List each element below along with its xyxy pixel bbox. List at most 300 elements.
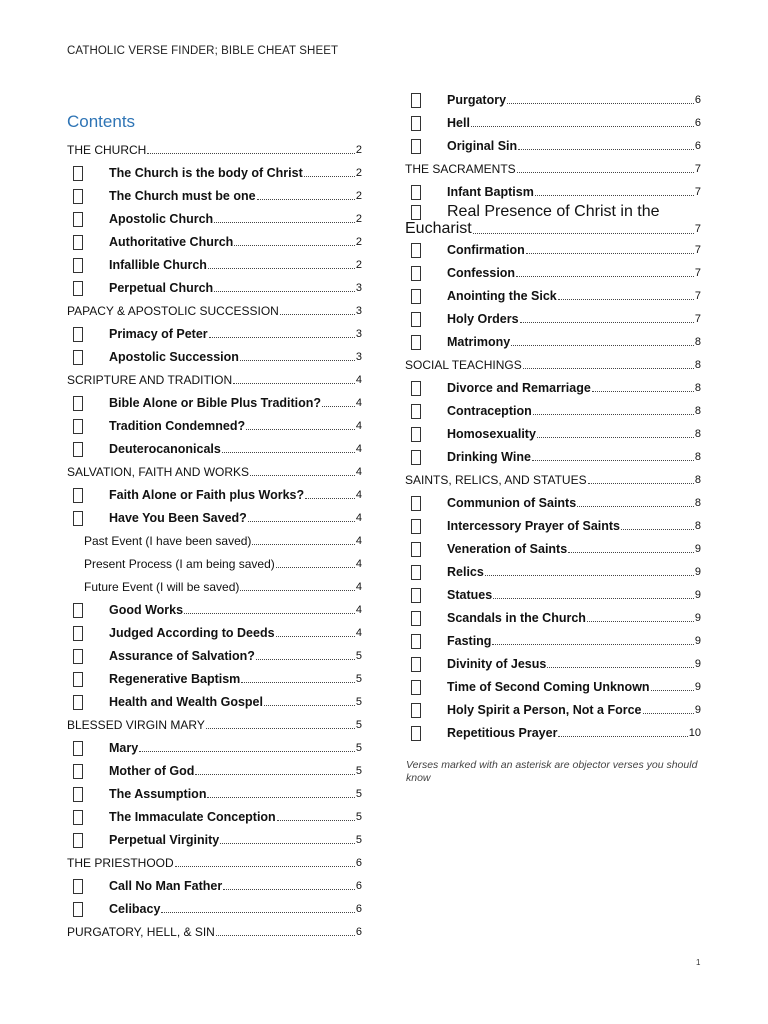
toc-entry-page: 4 bbox=[355, 626, 362, 639]
toc-entry-page: 9 bbox=[694, 657, 701, 670]
dot-leader bbox=[523, 368, 694, 369]
toc-entry[interactable] bbox=[405, 307, 701, 330]
dot-leader bbox=[257, 199, 355, 200]
missing-glyph-icon bbox=[73, 810, 83, 825]
missing-glyph-icon bbox=[73, 419, 83, 434]
toc-entry-title: Good Works bbox=[109, 602, 184, 617]
missing-glyph-icon bbox=[411, 116, 421, 131]
toc-entry-page: 4 bbox=[355, 419, 362, 432]
missing-glyph-icon bbox=[73, 212, 83, 227]
toc-entry-page: 8 bbox=[694, 496, 701, 509]
toc-entry-page: 10 bbox=[688, 726, 701, 739]
toc-entry[interactable] bbox=[67, 851, 362, 874]
toc-entry[interactable] bbox=[67, 276, 362, 299]
dot-leader bbox=[220, 843, 355, 844]
toc-entry[interactable] bbox=[405, 399, 701, 422]
dot-leader bbox=[558, 736, 687, 737]
dot-leader bbox=[206, 728, 355, 729]
toc-entry[interactable] bbox=[67, 184, 362, 207]
missing-glyph-icon bbox=[411, 139, 421, 154]
missing-glyph-icon bbox=[411, 634, 421, 649]
missing-glyph-icon bbox=[73, 350, 83, 365]
missing-glyph-icon bbox=[411, 93, 421, 108]
toc-entry[interactable] bbox=[67, 759, 362, 782]
missing-glyph-icon bbox=[411, 680, 421, 695]
missing-glyph-icon bbox=[73, 488, 83, 503]
dot-leader bbox=[161, 912, 354, 913]
toc-entry-page: 8 bbox=[694, 427, 701, 440]
dot-leader bbox=[214, 291, 355, 292]
toc-entry-page: 8 bbox=[694, 358, 701, 371]
missing-glyph-icon bbox=[411, 205, 421, 220]
toc-entry-title: SOCIAL TEACHINGS bbox=[405, 357, 522, 372]
toc-entry-title: Bible Alone or Bible Plus Tradition? bbox=[109, 395, 322, 410]
toc-entry[interactable] bbox=[67, 391, 362, 414]
missing-glyph-icon bbox=[411, 381, 421, 396]
toc-entry[interactable] bbox=[405, 606, 701, 629]
dot-leader bbox=[222, 452, 355, 453]
toc-entry[interactable] bbox=[405, 698, 701, 721]
toc-entry-title: The Assumption bbox=[109, 786, 207, 801]
missing-glyph-icon bbox=[411, 519, 421, 534]
toc-entry-title: Hell bbox=[447, 115, 470, 130]
dot-leader bbox=[492, 644, 693, 645]
dot-leader bbox=[214, 222, 355, 223]
toc-entry-title: BLESSED VIRGIN MARY bbox=[67, 717, 205, 732]
toc-entry[interactable] bbox=[405, 514, 701, 537]
toc-entry-title: Apostolic Succession bbox=[109, 349, 239, 364]
toc-entry-title: Real Presence of Christ in the bbox=[447, 202, 660, 220]
dot-leader bbox=[588, 483, 694, 484]
toc-entry-title: Confession bbox=[447, 265, 516, 280]
toc-entry[interactable] bbox=[67, 690, 362, 713]
dot-leader bbox=[277, 820, 355, 821]
toc-entry-title: Scandals in the Church bbox=[447, 610, 586, 625]
toc-left-column bbox=[67, 108, 362, 943]
missing-glyph-icon bbox=[411, 312, 421, 327]
toc-entry-page: 5 bbox=[355, 833, 362, 846]
toc-entry-page: 5 bbox=[355, 810, 362, 823]
toc-entry[interactable] bbox=[67, 253, 362, 276]
toc-entry-page: 2 bbox=[355, 166, 362, 179]
dot-leader bbox=[526, 253, 694, 254]
toc-entry[interactable] bbox=[405, 560, 701, 583]
toc-entry-title: Divinity of Jesus bbox=[447, 656, 547, 671]
toc-entry-page: 8 bbox=[694, 519, 701, 532]
toc-entry[interactable] bbox=[405, 629, 701, 652]
toc-entry-title: The Church is the body of Christ bbox=[109, 165, 303, 180]
toc-entry[interactable] bbox=[405, 111, 701, 134]
toc-entry[interactable] bbox=[405, 491, 701, 514]
toc-entry-page: 9 bbox=[694, 565, 701, 578]
toc-entry-title: Future Event (I will be saved) bbox=[84, 579, 240, 594]
toc-entry[interactable] bbox=[67, 230, 362, 253]
toc-entry[interactable] bbox=[67, 598, 362, 621]
toc-entry-title: Mother of God bbox=[109, 763, 195, 778]
dot-leader bbox=[207, 797, 354, 798]
toc-entry[interactable] bbox=[405, 652, 701, 675]
toc-entry-page: 4 bbox=[355, 603, 362, 616]
toc-entry-title: Mary bbox=[109, 740, 139, 755]
toc-entry-title: Present Process (I am being saved) bbox=[84, 556, 275, 571]
missing-glyph-icon bbox=[73, 327, 83, 342]
toc-entry-title: Communion of Saints bbox=[447, 495, 577, 510]
dot-leader bbox=[568, 552, 694, 553]
missing-glyph-icon bbox=[411, 404, 421, 419]
dot-leader bbox=[507, 103, 694, 104]
missing-glyph-icon bbox=[73, 603, 83, 618]
toc-entry-title: Original Sin bbox=[447, 138, 518, 153]
toc-entry-title: Faith Alone or Faith plus Works? bbox=[109, 487, 305, 502]
toc-entry-title: THE CHURCH bbox=[67, 142, 147, 157]
dot-leader bbox=[280, 314, 355, 315]
dot-leader bbox=[471, 126, 694, 127]
toc-entry-title: THE SACRAMENTS bbox=[405, 161, 516, 176]
toc-entry-title: Veneration of Saints bbox=[447, 541, 568, 556]
missing-glyph-icon bbox=[73, 235, 83, 250]
toc-entry-page: 5 bbox=[355, 672, 362, 685]
toc-entry-page: 5 bbox=[355, 787, 362, 800]
toc-entry-title: Call No Man Father bbox=[109, 878, 223, 893]
missing-glyph-icon bbox=[73, 189, 83, 204]
toc-entry-page: 2 bbox=[355, 212, 362, 225]
toc-entry-title: Statues bbox=[447, 587, 493, 602]
dot-leader bbox=[621, 529, 694, 530]
missing-glyph-icon bbox=[411, 289, 421, 304]
toc-entry[interactable] bbox=[405, 376, 701, 399]
dot-leader bbox=[246, 429, 355, 430]
toc-entry[interactable] bbox=[405, 134, 701, 157]
dot-leader bbox=[587, 621, 694, 622]
toc-entry-title: Apostolic Church bbox=[109, 211, 214, 226]
toc-entry-title: Matrimony bbox=[447, 334, 511, 349]
dot-leader bbox=[511, 345, 694, 346]
toc-entry[interactable] bbox=[405, 468, 701, 491]
dot-leader bbox=[517, 172, 694, 173]
toc-entry-page: 6 bbox=[694, 93, 701, 106]
toc-entry-title: Repetitious Prayer bbox=[447, 725, 558, 740]
dot-leader bbox=[139, 751, 355, 752]
toc-entry[interactable] bbox=[405, 422, 701, 445]
toc-entry-page: 5 bbox=[355, 718, 362, 731]
toc-entry[interactable] bbox=[67, 736, 362, 759]
toc-entry-page: 5 bbox=[355, 649, 362, 662]
toc-entry[interactable] bbox=[67, 506, 362, 529]
toc-entry[interactable] bbox=[67, 138, 362, 161]
toc-entry[interactable] bbox=[405, 583, 701, 606]
toc-entry-page: 9 bbox=[694, 542, 701, 555]
missing-glyph-icon bbox=[73, 741, 83, 756]
missing-glyph-icon bbox=[73, 258, 83, 273]
toc-entry-page: 6 bbox=[694, 139, 701, 152]
toc-entry-title: Infant Baptism bbox=[447, 184, 534, 199]
toc-entry-page: 4 bbox=[355, 465, 362, 478]
dot-leader bbox=[473, 233, 694, 234]
missing-glyph-icon bbox=[73, 833, 83, 848]
toc-entry-page: 6 bbox=[355, 856, 362, 869]
document-header: CATHOLIC VERSE FINDER; BIBLE CHEAT SHEET bbox=[67, 45, 339, 57]
toc-entry-title: PAPACY & APOSTOLIC SUCCESSION bbox=[67, 303, 279, 318]
toc-entry-title: Celibacy bbox=[109, 901, 161, 916]
toc-entry-title: Perpetual Virginity bbox=[109, 832, 220, 847]
toc-entry-page: 9 bbox=[694, 680, 701, 693]
toc-entry-page: 9 bbox=[694, 703, 701, 716]
toc-entry-page: 4 bbox=[355, 373, 362, 386]
toc-entry[interactable] bbox=[67, 874, 362, 897]
toc-entry-page: 3 bbox=[355, 350, 362, 363]
toc-entry-title: Relics bbox=[447, 564, 484, 579]
toc-entry-page: 5 bbox=[355, 695, 362, 708]
toc-entry[interactable] bbox=[67, 552, 362, 575]
toc-entry-title: Holy Orders bbox=[447, 311, 519, 326]
toc-entry-title: THE PRIESTHOOD bbox=[67, 855, 174, 870]
toc-right-column bbox=[405, 88, 701, 744]
toc-entry-page: 7 bbox=[694, 185, 701, 198]
toc-entry-title: Perpetual Church bbox=[109, 280, 214, 295]
dot-leader bbox=[241, 682, 355, 683]
toc-entry-page: 8 bbox=[694, 450, 701, 463]
toc-entry-page: 5 bbox=[355, 764, 362, 777]
toc-entry-page: 6 bbox=[355, 925, 362, 938]
missing-glyph-icon bbox=[411, 588, 421, 603]
missing-glyph-icon bbox=[73, 281, 83, 296]
toc-entry[interactable] bbox=[67, 414, 362, 437]
toc-entry-page: 4 bbox=[355, 580, 362, 593]
missing-glyph-icon bbox=[411, 726, 421, 741]
toc-entry-page: 7 bbox=[694, 223, 701, 235]
toc-entry[interactable] bbox=[67, 621, 362, 644]
dot-leader bbox=[234, 245, 355, 246]
toc-entry[interactable] bbox=[405, 721, 701, 744]
toc-entry[interactable] bbox=[405, 537, 701, 560]
toc-entry-title: Have You Been Saved? bbox=[109, 510, 247, 525]
toc-entry-page: 8 bbox=[694, 473, 701, 486]
dot-leader bbox=[532, 460, 694, 461]
toc-entry[interactable] bbox=[405, 220, 701, 238]
missing-glyph-icon bbox=[73, 787, 83, 802]
toc-entry[interactable] bbox=[405, 180, 701, 203]
toc-entry-page: 2 bbox=[355, 143, 362, 156]
missing-glyph-icon bbox=[73, 166, 83, 181]
toc-entry-page: 9 bbox=[694, 611, 701, 624]
toc-entry[interactable] bbox=[67, 368, 362, 391]
missing-glyph-icon bbox=[73, 626, 83, 641]
missing-glyph-icon bbox=[411, 450, 421, 465]
toc-entry-title: Assurance of Salvation? bbox=[109, 648, 255, 663]
toc-entry-page: 2 bbox=[355, 258, 362, 271]
contents-title: Contents bbox=[67, 112, 136, 131]
toc-entry[interactable] bbox=[405, 157, 701, 180]
missing-glyph-icon bbox=[411, 565, 421, 580]
missing-glyph-icon bbox=[411, 243, 421, 258]
missing-glyph-icon bbox=[411, 496, 421, 511]
dot-leader bbox=[195, 774, 354, 775]
toc-entry-page: 2 bbox=[355, 235, 362, 248]
dot-leader bbox=[592, 391, 694, 392]
toc-entry[interactable] bbox=[67, 644, 362, 667]
toc-entry-page: 4 bbox=[355, 511, 362, 524]
toc-entry-title: Past Event (I have been saved) bbox=[84, 533, 252, 548]
dot-leader bbox=[493, 598, 694, 599]
toc-entry-title: Primacy of Peter bbox=[109, 326, 208, 341]
dot-leader bbox=[208, 268, 355, 269]
toc-entry[interactable] bbox=[67, 828, 362, 851]
toc-entry-page: 3 bbox=[355, 327, 362, 340]
toc-entry[interactable] bbox=[67, 299, 362, 322]
toc-entry-page: 7 bbox=[694, 162, 701, 175]
toc-entry-page: 9 bbox=[694, 634, 701, 647]
toc-entry[interactable] bbox=[67, 529, 362, 552]
missing-glyph-icon bbox=[73, 649, 83, 664]
toc-entry-title: Eucharist bbox=[405, 220, 472, 237]
toc-entry-title: SCRIPTURE AND TRADITION bbox=[67, 372, 233, 387]
toc-entry-title: Regenerative Baptism bbox=[109, 671, 241, 686]
toc-entry[interactable] bbox=[405, 445, 701, 468]
dot-leader bbox=[223, 889, 355, 890]
missing-glyph-icon bbox=[411, 266, 421, 281]
toc-entry-title: SALVATION, FAITH AND WORKS bbox=[67, 464, 250, 479]
dot-leader bbox=[516, 276, 694, 277]
missing-glyph-icon bbox=[73, 695, 83, 710]
dot-leader bbox=[248, 521, 355, 522]
dot-leader bbox=[252, 544, 354, 545]
toc-entry-page: 2 bbox=[355, 189, 362, 202]
toc-entry-title: Divorce and Remarriage bbox=[447, 380, 591, 395]
missing-glyph-icon bbox=[73, 511, 83, 526]
missing-glyph-icon bbox=[411, 542, 421, 557]
dot-leader bbox=[276, 567, 355, 568]
toc-entry-title: PURGATORY, HELL, & SIN bbox=[67, 924, 215, 939]
missing-glyph-icon bbox=[73, 672, 83, 687]
toc-entry-page: 8 bbox=[694, 404, 701, 417]
toc-entry[interactable] bbox=[405, 238, 701, 261]
toc-entry[interactable] bbox=[405, 88, 701, 111]
toc-entry[interactable] bbox=[67, 322, 362, 345]
missing-glyph-icon bbox=[411, 335, 421, 350]
toc-entry-title: Deuterocanonicals bbox=[109, 441, 221, 456]
toc-entry-title: Anointing the Sick bbox=[447, 288, 557, 303]
toc-entry-page: 7 bbox=[694, 289, 701, 302]
toc-entry[interactable] bbox=[405, 284, 701, 307]
dot-leader bbox=[175, 866, 355, 867]
dot-leader bbox=[520, 322, 694, 323]
dot-leader bbox=[276, 636, 355, 637]
dot-leader bbox=[322, 406, 355, 407]
toc-entry[interactable] bbox=[67, 483, 362, 506]
toc-entry-page: 4 bbox=[355, 534, 362, 547]
missing-glyph-icon bbox=[411, 611, 421, 626]
dot-leader bbox=[233, 383, 355, 384]
missing-glyph-icon bbox=[73, 902, 83, 917]
toc-entry-page: 3 bbox=[355, 304, 362, 317]
toc-entry[interactable] bbox=[67, 207, 362, 230]
toc-entry-page: 4 bbox=[355, 488, 362, 501]
dot-leader bbox=[651, 690, 694, 691]
missing-glyph-icon bbox=[73, 396, 83, 411]
toc-entry-page: 6 bbox=[694, 116, 701, 129]
toc-entry-title: Homosexuality bbox=[447, 426, 536, 441]
missing-glyph-icon bbox=[73, 764, 83, 779]
dot-leader bbox=[643, 713, 694, 714]
toc-entry[interactable] bbox=[67, 782, 362, 805]
dot-leader bbox=[558, 299, 694, 300]
toc-entry-title: Purgatory bbox=[447, 92, 507, 107]
toc-entry[interactable] bbox=[67, 345, 362, 368]
toc-entry[interactable] bbox=[67, 713, 362, 736]
missing-glyph-icon bbox=[411, 657, 421, 672]
page-number: 1 bbox=[696, 958, 701, 967]
toc-entry-title: Holy Spirit a Person, Not a Force bbox=[447, 702, 642, 717]
toc-entry-page: 4 bbox=[355, 396, 362, 409]
toc-entry-page: 8 bbox=[694, 381, 701, 394]
toc-entry-title: SAINTS, RELICS, AND STATUES bbox=[405, 472, 587, 487]
dot-leader bbox=[250, 475, 355, 476]
toc-entry[interactable] bbox=[67, 805, 362, 828]
toc-entry-title: Authoritative Church bbox=[109, 234, 234, 249]
toc-entry[interactable] bbox=[67, 460, 362, 483]
toc-entry[interactable] bbox=[405, 353, 701, 376]
toc-entry[interactable] bbox=[67, 897, 362, 920]
toc-entry-title: Contraception bbox=[447, 403, 532, 418]
dot-leader bbox=[216, 935, 355, 936]
toc-entry[interactable] bbox=[405, 330, 701, 353]
dot-leader bbox=[485, 575, 694, 576]
toc-entry[interactable] bbox=[67, 920, 362, 943]
toc-entry[interactable] bbox=[67, 667, 362, 690]
dot-leader bbox=[147, 153, 355, 154]
dot-leader bbox=[537, 437, 694, 438]
toc-entry-page: 5 bbox=[355, 741, 362, 754]
toc-entry-title: The Immaculate Conception bbox=[109, 809, 276, 824]
dot-leader bbox=[305, 498, 355, 499]
dot-leader bbox=[577, 506, 694, 507]
dot-leader bbox=[533, 414, 694, 415]
toc-entry-title: Fasting bbox=[447, 633, 492, 648]
toc-entry-title: Tradition Condemned? bbox=[109, 418, 246, 433]
dot-leader bbox=[264, 705, 355, 706]
toc-entry-title: Time of Second Coming Unknown bbox=[447, 679, 650, 694]
toc-entry[interactable] bbox=[405, 675, 701, 698]
dot-leader bbox=[547, 667, 694, 668]
footnote: Verses marked with an asterisk are objector verses you should know bbox=[406, 759, 698, 784]
toc-entry-page: 6 bbox=[355, 879, 362, 892]
toc-entry[interactable] bbox=[405, 203, 701, 220]
dot-leader bbox=[304, 176, 355, 177]
toc-entry-page: 7 bbox=[694, 243, 701, 256]
missing-glyph-icon bbox=[411, 703, 421, 718]
dot-leader bbox=[240, 360, 355, 361]
toc-entry[interactable] bbox=[67, 437, 362, 460]
dot-leader bbox=[209, 337, 355, 338]
toc-entry-page: 7 bbox=[694, 312, 701, 325]
toc-entry[interactable] bbox=[67, 575, 362, 598]
toc-entry-title: Infallible Church bbox=[109, 257, 207, 272]
toc-entry-title: Judged According to Deeds bbox=[109, 625, 275, 640]
toc-entry-title: Intercessory Prayer of Saints bbox=[447, 518, 620, 533]
toc-entry-title: Health and Wealth Gospel bbox=[109, 694, 263, 709]
toc-entry-page: 8 bbox=[694, 335, 701, 348]
dot-leader bbox=[240, 590, 354, 591]
toc-entry[interactable] bbox=[67, 161, 362, 184]
toc-entry-page: 6 bbox=[355, 902, 362, 915]
dot-leader bbox=[256, 659, 355, 660]
toc-entry-page: 4 bbox=[355, 442, 362, 455]
dot-leader bbox=[518, 149, 694, 150]
missing-glyph-icon bbox=[73, 879, 83, 894]
toc-entry-page: 4 bbox=[355, 557, 362, 570]
toc-entry-title: Drinking Wine bbox=[447, 449, 531, 464]
toc-entry[interactable] bbox=[405, 261, 701, 284]
